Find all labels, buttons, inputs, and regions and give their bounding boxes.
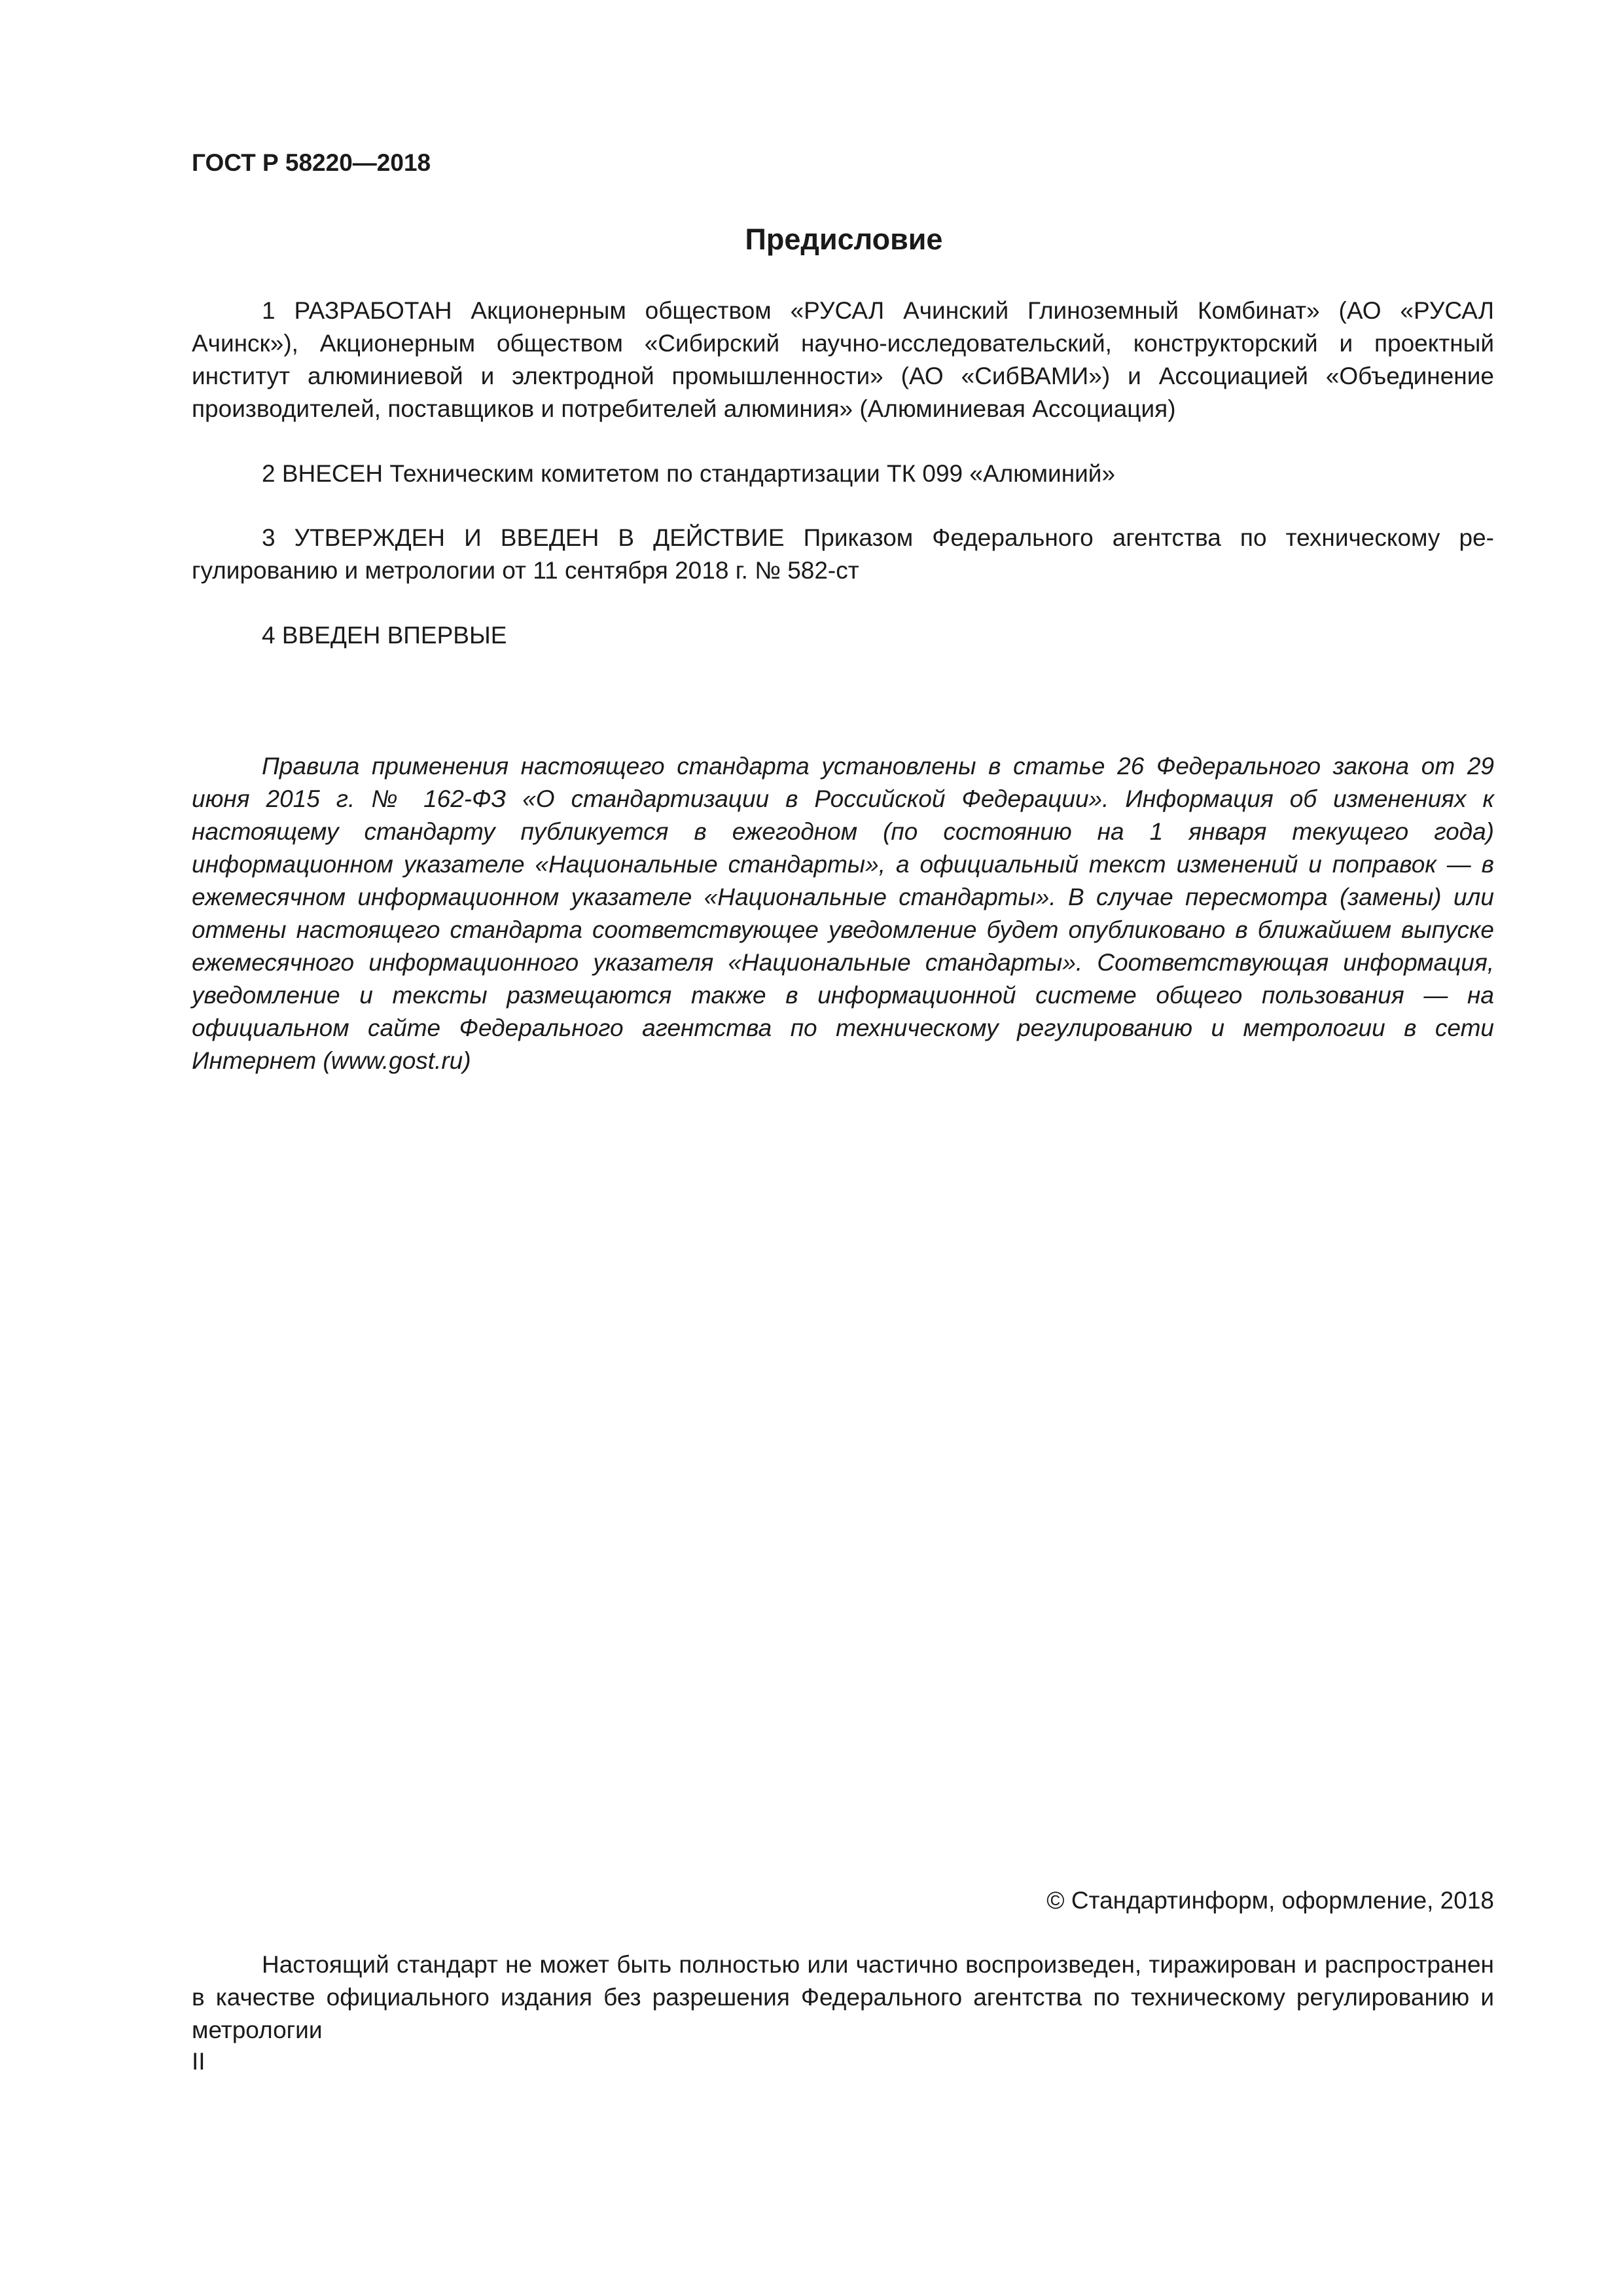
copyright-line: © Стандартинформ, оформление, 2018 — [1046, 1887, 1494, 1914]
paragraph-approved — [192, 522, 1494, 587]
paragraph-submitted-by — [192, 457, 1494, 490]
reproduction-rights-notice — [192, 1948, 1494, 2047]
paragraph-text: 2 ВНЕСЕН Техническим комитетом по стандартизации ТК 099 «Алюминий» — [262, 460, 1116, 487]
rights-notice-text: Настоящий стандарт не может быть полностью или частично воспроизведен, тиражирован и распространен в качестве официального издания без разрешения Федерального агентства по техническому регулированию и метрологии — [192, 1951, 1494, 2043]
page-number: II — [192, 2048, 205, 2075]
rules-of-application-note — [192, 750, 1494, 1077]
standard-code-header: ГОСТ Р 58220—2018 — [192, 149, 431, 176]
paragraph-text: 3 УТВЕРЖДЕН И ВВЕДЕН В ДЕЙСТВИЕ Приказом Федерального агентства по техническому регулированию и метрологии от 11 сентября 2018 г. № 582-ст — [192, 524, 1494, 584]
paragraph-first-introduced — [192, 619, 1494, 652]
paragraph-text: 1 РАЗРАБОТАН Акционерным обществом «РУСАЛ Ачинский Глиноземный Комбинат» (АО «РУСАЛ Ачинск»), Акционерным обществом «Сибирский научно-исследовательский, конструкторский и проектный институт алюминиевой и электродной промышленности» (АО «СибВАМИ») и Ассоциацией «Объединение производителей, поставщиков и потребителей алюминия» (Алюминиевая Ассоциация) — [192, 297, 1494, 422]
paragraph-developed-by — [192, 295, 1494, 425]
foreword-title: Предисловие — [745, 223, 943, 256]
paragraph-text: 4 ВВЕДЕН ВПЕРВЫЕ — [262, 622, 507, 649]
rules-note-text: Правила применения настоящего стандарта установлены в статье 26 Федерального закона от 29 июня 2015 г. № 162-ФЗ «О стандартизации в Российской Федерации». Информация об изменениях к настоящему стандарту публикуется в ежегодном (по состоянию на 1 января текущего года) информационном указателе «Национальные стандарты», а официальный текст изменений и поправок — в ежемесячном информационном указателе «Национальные стандарты». В случае пересмотра (замены) или отмены настоящего стандарта соответствующее уведомление будет опубликовано в ближайшем выпуске ежемесячного информационного указателя «Национальные стандарты». Соответствующая информация, уведомление и тексты размещаются также в информационной системе общего пользования — на официальном сайте Федерального агентства по техническому регулированию и метрологии в сети Интернет (www.gost.ru) — [192, 753, 1494, 1074]
